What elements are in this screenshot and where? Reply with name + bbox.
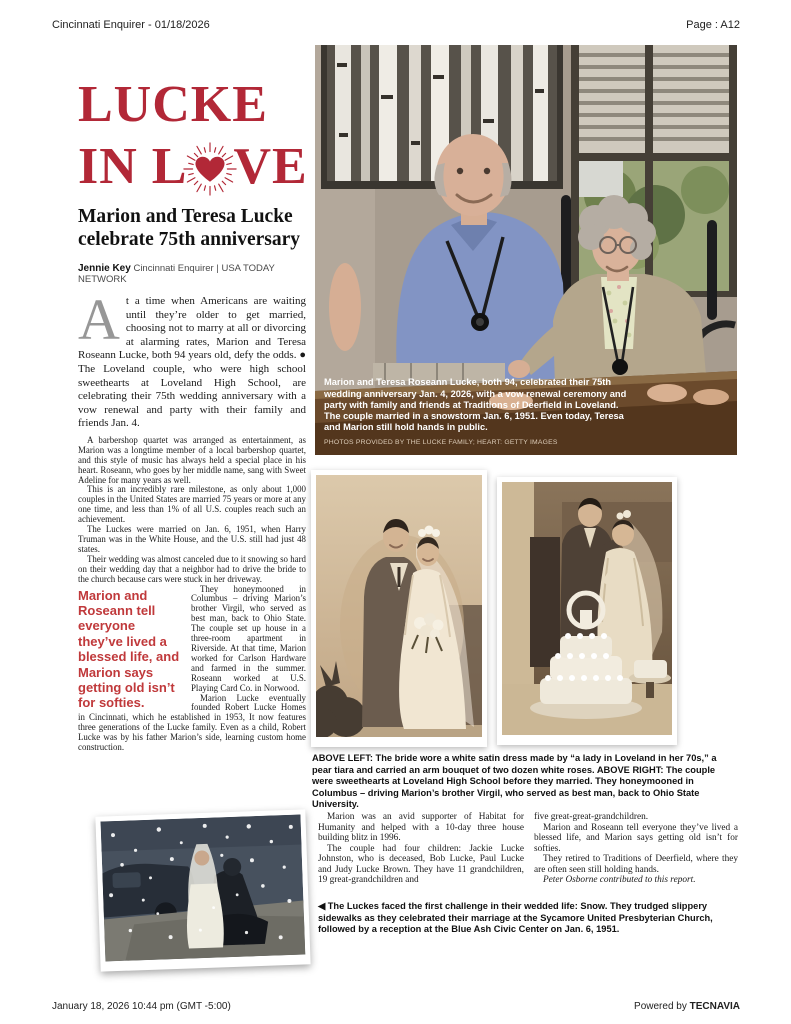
pull-quote: Marion and Roseann tell everyone they’ve lived a blessed life, and Marion says getting old isn’t for softies.	[78, 587, 180, 711]
byline-author: Jennie Key	[78, 263, 131, 274]
footer-powered-by	[634, 1001, 740, 1012]
body-paragraph: The couple had four children: Jackie Lucke Johnston, who is deceased, Bob Lucke, Paul Lucke and Judy Lucke Brown. They have 11 grandchildren, 19 great-grandchildren and	[318, 843, 524, 885]
contributor-note: Peter Osborne contributed to this report.	[543, 875, 696, 885]
page-number-label: Page : A12	[686, 19, 740, 31]
wedding-photo-left	[311, 470, 487, 747]
headline-line2	[78, 138, 306, 196]
lead-text: t a time when Americans are waiting until they’re older to get married, choosing not to marry at all or divorcing at alarming rates, Marion and Teresa Roseann Lucke, both 94 years old, defy the odds. ● The Loveland couple, who were high school sweethearts at Loveland High School, are celebrating their 75th wedding anniversary with a vow renewal and party with their family and friends Jan. 4.	[78, 295, 306, 430]
subheadline-line1: Marion and Teresa Lucke	[78, 206, 293, 227]
body-paragraph: The Luckes were married on Jan. 6, 1951, when Harry Truman was in the White House, and the U.S. still had just 48 states.	[78, 524, 306, 554]
snow-photo-image	[101, 815, 306, 962]
subheadline	[78, 206, 306, 251]
subheadline-line2: celebrate 75th anniversary	[78, 228, 301, 250]
body-paragraph: Marion Lucke eventually founded Robert Lucke Homes in Cincinnati, which he established in 1953, It now features three generations of the Lucke family. Even as a child, Robert Lucke was by his father Marion’s side, learning custom home construction.	[78, 692, 306, 753]
byline	[78, 263, 306, 285]
drop-cap: A	[78, 287, 120, 352]
heart-burst-icon	[181, 140, 239, 198]
headline-line2-post: VE	[233, 138, 308, 195]
tecnavia-brand: TECNAVIA	[689, 1001, 740, 1012]
body-paragraph: A barbershop quartet was arranged as entertainment, as Marion was a longtime member of a local barbershop quartet, and this style of music has always held a special place in his heart. Roseann, who goes by her middle name, sang with Sweet Adeline for many years as well.	[78, 434, 306, 485]
body-text	[78, 436, 306, 753]
wedding-photos-caption: ABOVE LEFT: The bride wore a white satin dress made by “a lady in Loveland in her 70s,” a pear tiara and carried an arm bouquet of two dozen white roses. ABOVE RIGHT: The couple were sweethearts at Loveland High School before they married. They honeymooned in Columbus – driving Marion’s brother Virgil, who served as best man, back to Ohio State University.	[312, 753, 717, 810]
headline-line2-pre: IN L	[78, 138, 188, 195]
byline-org: Cincinnati Enquirer	[133, 263, 214, 274]
body-paragraph: Their wedding was almost canceled due to it snowing so hard on their wedding day that a neighbor had to drive the bride to the church because cars were stuck in her driveway.	[78, 553, 306, 584]
bottom-column-1	[318, 812, 524, 886]
powered-by-label: Powered by	[634, 1001, 690, 1012]
main-photo	[315, 45, 737, 455]
byline-network: USA TODAY NETWORK	[78, 263, 275, 285]
lead-paragraph	[78, 287, 306, 431]
wedding-photo-right	[497, 477, 677, 745]
edition-date-label: Cincinnati Enquirer - 01/18/2026	[52, 19, 210, 31]
body-paragraph: This is an incredibly rare milestone, as only about 1,000 couples in the United States are married 75 years or more at any one time, and less than 1% of all U.S. couples reach such an achievement.	[78, 484, 306, 525]
headline-line1: LUCKE	[78, 76, 268, 133]
left-arrow-icon: ◀	[318, 901, 326, 911]
snow-photo-caption	[318, 901, 742, 936]
footer-timestamp: January 18, 2026 10:44 pm (GMT -5:00)	[52, 1001, 231, 1012]
wedding-photo-right-image	[502, 482, 672, 735]
bottom-column-2	[534, 812, 738, 886]
main-photo-caption	[324, 377, 632, 448]
body-paragraph: They honeymooned in Columbus – driving Marion’s brother Virgil, who served as best man, back to Ohio State. The couple set up house in a three-room apartment in Riverside. At that time, Marion worked for Carlson Hardware and farmed in the summer. Roseann worked at U.S. Playing Card Co. in Norwood.	[191, 583, 306, 693]
byline-separator: |	[216, 263, 219, 274]
body-paragraph: Marion and Roseann tell everyone they’ve lived a blessed life, and Marion says getting old isn’t for softies.	[534, 822, 738, 854]
wedding-photo-left-image	[316, 475, 482, 737]
snow-photo-caption-text: The Luckes faced the first challenge in their wedded life: Snow. They trudged slippery sidewalks as they celebrated their marriage at the Sycamore United Presbyterian Church, followed by a reception at the Blue Ash Civic Center on Jan. 6, 1951.	[318, 901, 713, 935]
main-photo-credit: PHOTOS PROVIDED BY THE LUCKE FAMILY; HEART: GETTY IMAGES	[324, 438, 558, 446]
snow-photo	[95, 809, 310, 971]
main-photo-caption-text: Marion and Teresa Roseann Lucke, both 94, celebrated their 75th wedding anniversary Jan. 4, 2026, with a vow renewal ceremony and party with family and friends at Traditions of Deerfield in Loveland. The couple married in a snowstorm Jan. 6, 1951. Even today, Teresa and Marion still hold hands in public.	[324, 377, 627, 433]
body-paragraph: They retired to Traditions of Deerfield, where they are often seen still holding hands.	[534, 854, 738, 875]
article-column	[78, 78, 306, 753]
body-paragraph: five great-great-grandchildren.	[534, 812, 649, 822]
body-paragraph: Marion was an avid supporter of Habitat for Humanity and helped with a 10-day three house building blitz in 1996.	[318, 812, 524, 843]
